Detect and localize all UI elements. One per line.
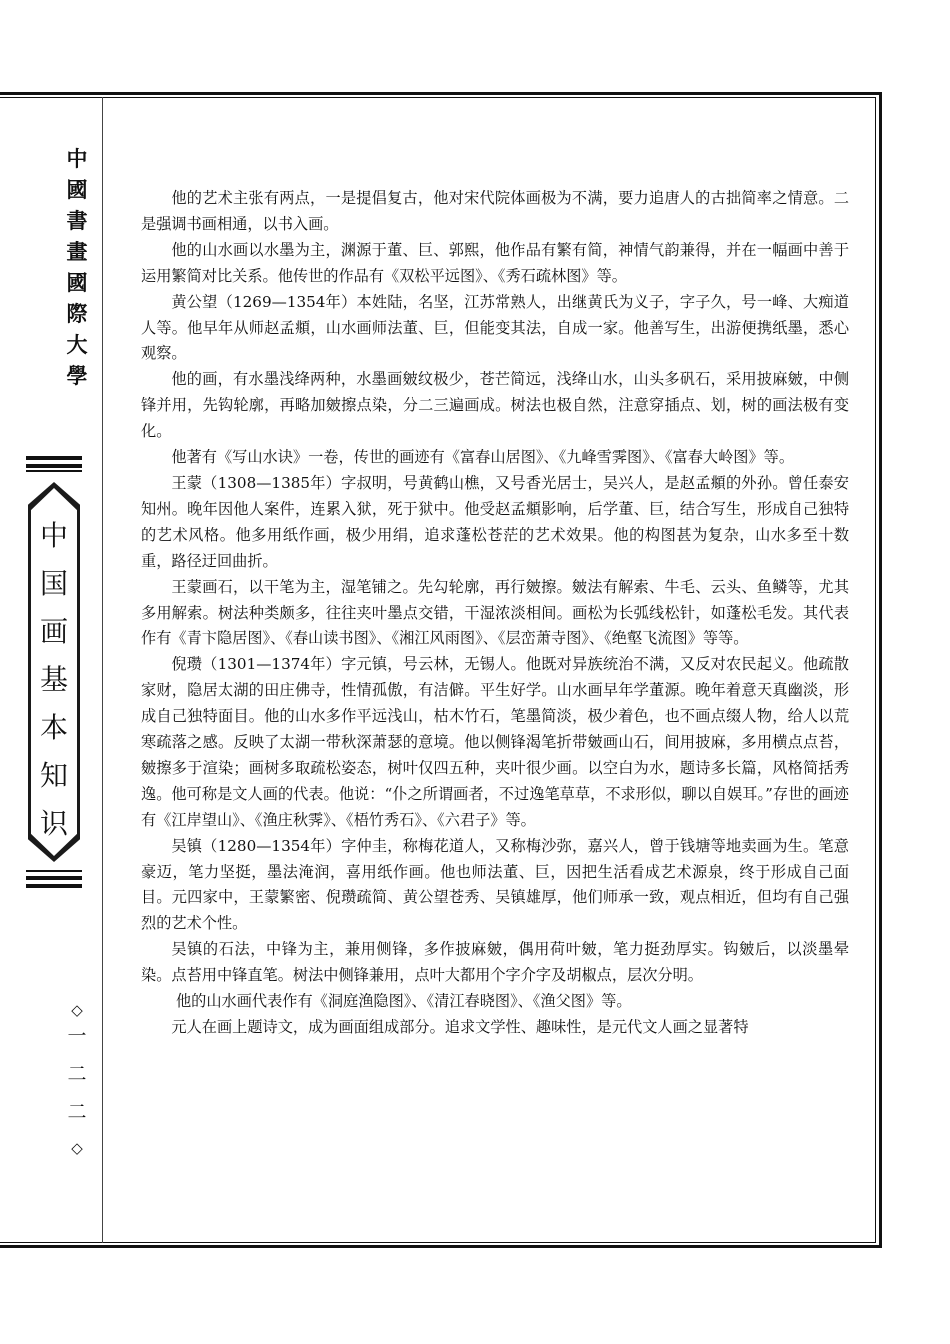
- book-title-char: 基: [39, 663, 68, 696]
- school-char: 畫: [66, 239, 88, 264]
- paragraph: 他的艺术主张有两点，一是提倡复古，他对宋代院体画极为不满，要力追唐人的古拙简率之情意。二是强调书画相通，以书入画。: [141, 189, 849, 233]
- book-title-char: 国: [39, 567, 68, 600]
- paragraph: 元人在画上题诗文，成为画面组成部分。追求文学性、趣味性，是元代文人画之显著特: [171, 1018, 749, 1036]
- page-number-char: 一: [67, 1025, 87, 1047]
- paragraph: 吴镇的石法，中锋为主，兼用侧锋，多作披麻皴，偶用荷叶皴，笔力挺劲厚实。钩皴后，以淡墨晕染。点苔用中锋直笔。树法中侧锋兼用，点叶大都用个字介字及胡椒点，层次分明。: [141, 940, 849, 985]
- book-title-char: 知: [39, 759, 68, 792]
- book-title-char: 本: [39, 711, 68, 744]
- paragraph: 王蒙画石，以干笔为主，湿笔铺之。先勾轮廓，再行皴擦。皴法有解索、牛毛、云头、鱼鳞等，尤其多用解索。树法种类颇多，往往夹叶墨点交错，干湿浓淡相间。画松为长弧线松针，如蓬松毛发。其代表作有《青卞隐居图》、《春山读书图》、《湘江风雨图》、《层峦萧寺图》、《绝壑飞流图》等等。: [141, 577, 849, 648]
- school-name: [60, 148, 94, 396]
- book-title-char: 识: [39, 807, 68, 840]
- cartouche-top-bar: [26, 456, 82, 460]
- book-title-char: 画: [39, 615, 68, 648]
- cartouche-bottom-bar: [26, 876, 82, 880]
- school-char: 國: [66, 270, 88, 295]
- school-char: 大: [66, 332, 88, 357]
- diamond-icon: ◇: [71, 1001, 83, 1019]
- book-title: [26, 519, 82, 858]
- sidebar-divider: [102, 97, 103, 1243]
- paragraph: 王蒙（1308—1385年）字叔明，号黄鹤山樵，又号香光居士，吴兴人，是赵孟頫的外孙。曾任泰安知州。晚年因他人案件，连累入狱，死于狱中。他受赵孟頫影响，后学董、巨，结合写生，形成自己独特的艺术风格。他多用纸作画，极少用绢，追求蓬松苍茫的艺术效果。他的构图甚为复杂，山水多至十数重，路径迂回曲折。: [141, 473, 849, 570]
- cartouche-bottom-bar: [26, 884, 82, 888]
- paragraph: 他的山水画代表作有《洞庭渔隐图》、《清江春晓图》、《渔父图》等。: [175, 992, 632, 1011]
- body-text: [141, 186, 849, 1041]
- page-number-char: 二: [67, 1101, 87, 1123]
- paragraph: 吴镇（1280—1354年）字仲圭，称梅花道人，又称梅沙弥，嘉兴人，曾于钱塘等地卖画为生。笔意豪迈，笔力坚挺，墨法淹润，喜用纸作画。他也师法董、巨，因把生活看成艺术源泉，终于形成自己面目。元四家中，王蒙繁密、倪瓒疏简、黄公望苍秀、吴镇雄厚，他们师承一致，观点相近，但均有自己强烈的艺术个性。: [141, 836, 849, 933]
- cartouche-top-bar: [26, 464, 82, 468]
- paragraph: 倪瓒（1301—1374年）字元镇，号云林，无锡人。他既对异族统治不满，又反对农民起义。他疏散家财，隐居太湖的田庄佛寺，性情孤傲，有洁僻。平生好学。山水画早年学董源。晚年着意天真幽淡，形成自己独特面目。他的山水多作平远浅山，枯木竹石，笔墨简淡，极少着色，也不画点缀人物，给人以荒寒疏落之感。反映了太湖一带秋深萧瑟的意境。他以侧锋渴笔折带皴画山石，间用披麻，多用横点点苔，皴擦多于渲染；画树多取疏松姿态，树叶仅四五种，夹叶很少画。以空白为水，题诗多长篇，风格简括秀逸。他可称是文人画的代表。他说：“仆之所谓画者，不过逸笔草草，不求形似，聊以自娱耳。”存世的画迹有《江岸望山》、《渔庄秋霁》、《梧竹秀石》、《六君子》等。: [141, 655, 849, 829]
- book-title-char: 中: [39, 519, 68, 552]
- page-number-char: 二: [67, 1063, 87, 1085]
- cartouche-bottom-bar: [26, 870, 82, 872]
- paragraph: 他著有《写山水诀》一卷，传世的画迹有《富春山居图》、《九峰雪霁图》、《富春大岭图》等。: [171, 448, 795, 467]
- school-char: 書: [66, 208, 88, 233]
- diamond-icon: ◇: [71, 1139, 83, 1157]
- cartouche-top-bar: [26, 470, 82, 472]
- paragraph: 他的画，有水墨浅绛两种，水墨画皴纹极少，苍芒简远，浅绛山水，山头多矾石，采用披麻皴，中侧锋并用，先钩轮廓，再略加皴擦点染，分二三遍画成。树法也极自然，注意穿插点、划，树的画法极有变化。: [141, 370, 849, 441]
- page-number: [60, 1003, 94, 1165]
- paragraph: 黄公望（1269—1354年）本姓陆，名坚，江苏常熟人，出继黄氏为义子，字子久，号一峰、大痴道人等。他早年从师赵孟頫，山水画师法董、巨，但能变其法，自成一家。他善写生，出游便携纸墨，悉心观察。: [141, 292, 849, 363]
- school-char: 學: [66, 363, 88, 388]
- school-char: 中: [66, 146, 88, 171]
- school-char: 國: [66, 177, 88, 202]
- paragraph: 他的山水画以水墨为主，渊源于董、巨、郭熙，他作品有繁有简，神情气韵兼得，并在一幅画中善于运用繁简对比关系。他传世的作品有《双松平远图》、《秀石疏林图》等。: [141, 240, 849, 285]
- school-char: 際: [66, 301, 88, 326]
